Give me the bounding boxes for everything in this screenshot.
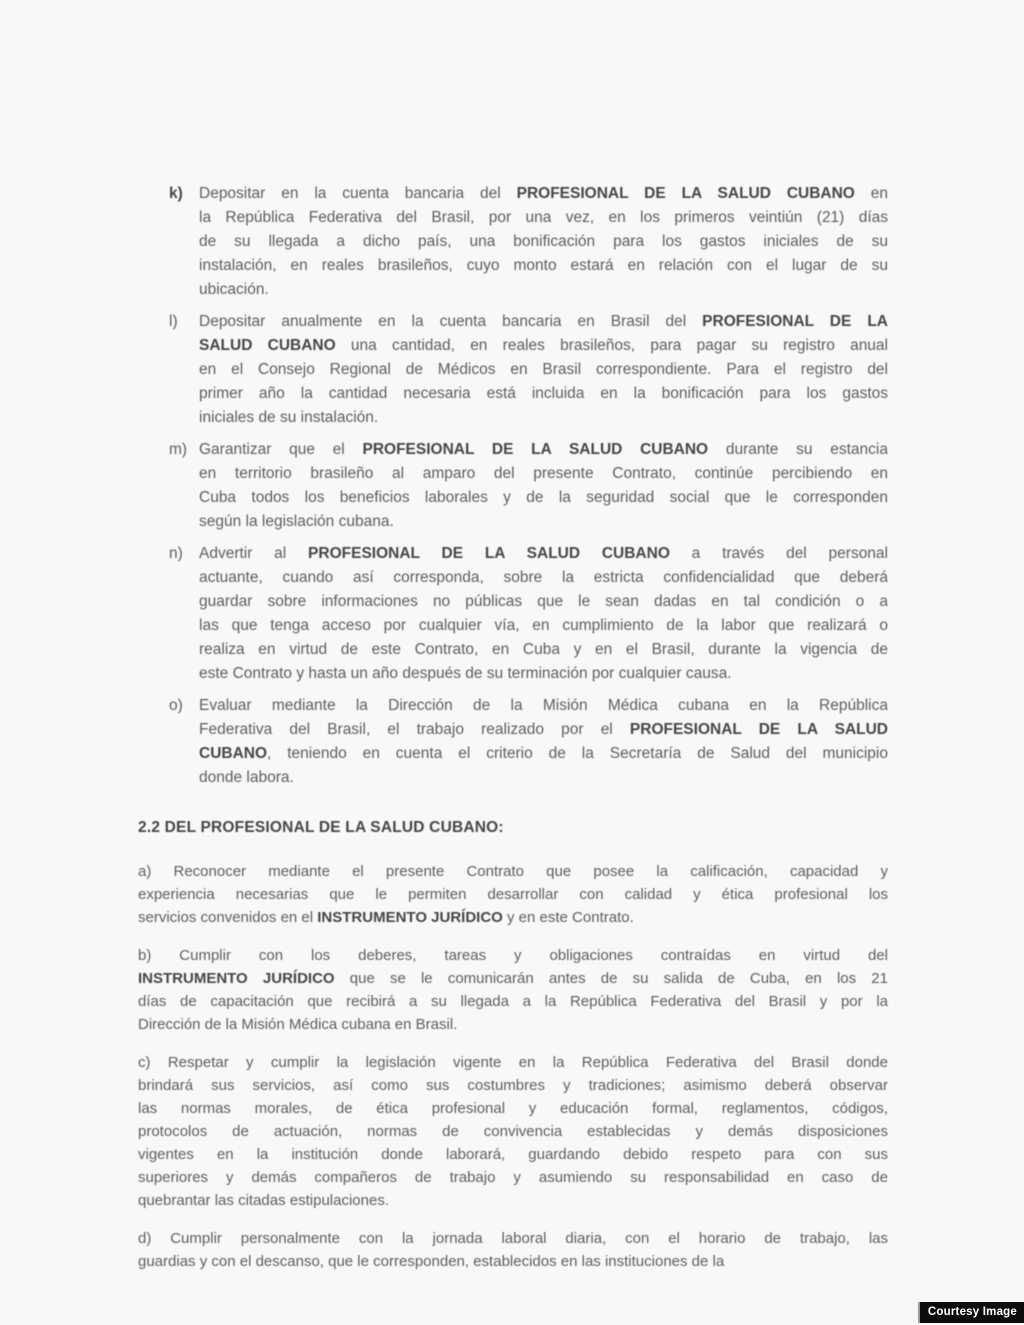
paragraph-a: a) Reconocer mediante el presente Contrato que posee la calificación, capacidad y experiencia necesarias que le permiten desarrollar con calidad y ética profesional los servicios convenidos en el INSTRUMENTO JURÍDICO y en este Contrato.: [138, 863, 888, 926]
clause-text-o: Evaluar mediante la Dirección de la Misión Médica cubana en la República Federativa del Brasil, el trabajo realizado por el PROFESIONAL DE LA SALUD CUBANO, teniendo en cuenta el criterio de la Secretaría de Salud del municipio donde labora.: [199, 697, 888, 786]
paragraph-d: d) Cumplir personalmente con la jornada laboral diaria, con el horario de trabajo, las guardias y con el descanso, que le corresponden, establecidos en las instituciones de la: [138, 1230, 888, 1270]
paragraph-c: c) Respetar y cumplir la legislación vigente en la República Federativa del Brasil donde brindará sus servicios, así como sus costumbres y tradiciones; asimismo deberá observar las normas morales, de ética profesional y educación formal, reglamentos, códigos, protocolos de actuación, normas de convivencia establecidas y demás disposiciones vigentes en la institución donde laborará, guardando debido respeto para con sus superiores y demás compañeros de trabajo y asumiendo su responsabilidad en caso de quebrantar las citadas estipulaciones.: [138, 1054, 888, 1209]
clause-text-n: Advertir al PROFESIONAL DE LA SALUD CUBANO a través del personal actuante, cuando así corresponda, sobre la estricta confidencialidad que deberá guardar sobre informaciones no públicas que le sean dadas en tal condición o a las que tenga acceso por cualquier vía, en cumplimiento de la labor que realizará o realiza en virtud de este Contrato, en Cuba y en el Brasil, durante la vigencia de este Contrato y hasta un año después de su terminación por cualquier causa.: [199, 545, 888, 682]
clause-text-k: Depositar en la cuenta bancaria del PROFESIONAL DE LA SALUD CUBANO en la República Federativa del Brasil, por una vez, en los primeros veintiún (21) días de su llegada a dicho país, una bonificación para los gastos iniciales de su instalación, en reales brasileños, cuyo monto estará en relación con el lugar de su ubicación.: [199, 185, 888, 298]
paragraph-b: b) Cumplir con los deberes, tareas y obligaciones contraídas en virtud del INSTRUMENTO JURÍDICO que se le comunicarán antes de su salida de Cuba, en los 21 días de capacitación que recibirá a su llegada a la República Federativa del Brasil y por la Dirección de la Misión Médica cubana en Brasil.: [138, 947, 888, 1033]
clause-text-l: Depositar anualmente en la cuenta bancaria en Brasil del PROFESIONAL DE LA SALUD CUBANO una cantidad, en reales brasileños, para pagar su registro anual en el Consejo Regional de Médicos en Brasil correspondiente. Para el registro del primer año la cantidad necesaria está incluida en la bonificación para los gastos iniciales de su instalación.: [199, 313, 888, 426]
section-2-2-heading: 2.2 DEL PROFESIONAL DE LA SALUD CUBANO:: [138, 819, 504, 836]
clause-item-o: [169, 694, 889, 790]
clause-letter-n: n): [169, 545, 183, 562]
clause-text-m: Garantizar que el PROFESIONAL DE LA SALUD CUBANO durante su estancia en territorio brasileño al amparo del presente Contrato, continúe percibiendo en Cuba todos los beneficios laborales y de la seguridad social que le corresponden según la legislación cubana.: [199, 441, 888, 530]
clause-item-n: [169, 542, 889, 686]
clause-letter-o: o): [169, 697, 183, 714]
clause-item-k: [169, 182, 889, 302]
courtesy-image-badge: Courtesy Image: [918, 1302, 1024, 1323]
clause-letter-k: k): [169, 185, 183, 202]
clause-item-m: [169, 438, 889, 534]
clause-item-l: [169, 310, 889, 430]
clause-letter-l: l): [169, 313, 178, 330]
clause-letter-m: m): [169, 441, 188, 458]
